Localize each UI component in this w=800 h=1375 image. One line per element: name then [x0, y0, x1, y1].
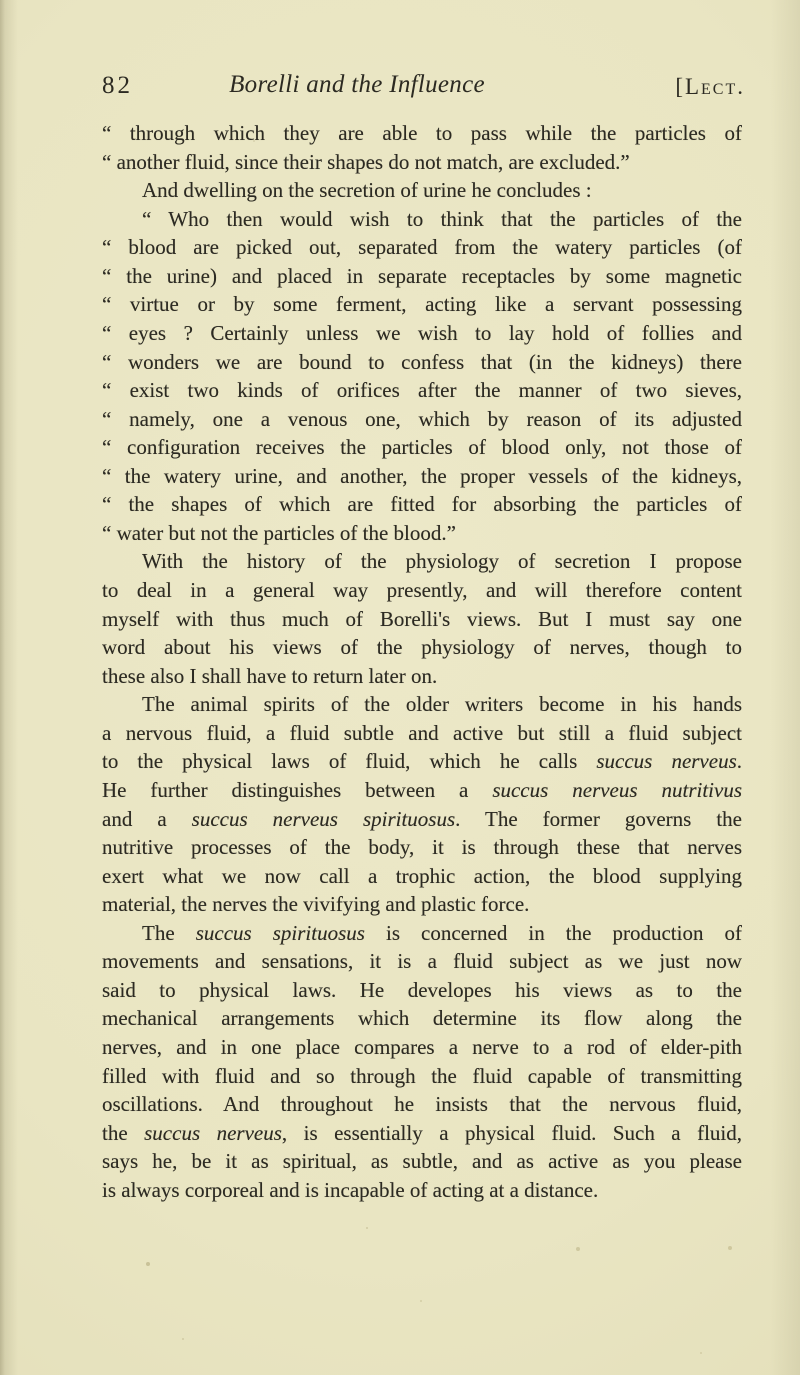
text-segment: the [102, 1120, 145, 1145]
text-segment: “ Who then would wish to think that the particles of the [142, 206, 742, 231]
text-line [102, 919, 742, 948]
text-segment: And dwelling on the secretion of urine he concludes : [142, 178, 592, 203]
text-segment: “ exist two kinds of orifices after the manner of two sieves, [102, 378, 742, 403]
text-line [102, 1090, 742, 1119]
lecture-reference: [Lect. [675, 74, 745, 99]
text-segment: is always corporeal and is incapable of acting at a distance. [102, 1177, 599, 1202]
text-line [102, 1004, 742, 1033]
text-segment: mechanical arrangements which determine its flow along the [102, 1006, 742, 1031]
text-line [102, 947, 742, 976]
text-line [102, 319, 742, 348]
text-segment: myself with thus much of Borelli's views. But I must say one [102, 606, 742, 631]
text-segment: “ water but not the particles of the blood.” [102, 520, 456, 545]
paragraph-secretion-history-paragraph [102, 547, 742, 690]
text-segment: With the history of the physiology of secretion I propose [142, 549, 742, 574]
text-segment: nerves, and in one place compares a nerve to a rod of elder-pith [102, 1035, 742, 1059]
text-segment: exert what we now call a trophic action, the blood supplying [102, 863, 742, 888]
text-line [102, 490, 742, 519]
running-title: Borelli and the Influence [229, 71, 485, 98]
text-line [102, 805, 742, 834]
text-segment: . [736, 749, 742, 774]
text-line [102, 1033, 742, 1062]
text-line [102, 148, 742, 177]
text-segment: material, the nerves the vivifying and plastic force. [102, 892, 530, 917]
text-line [102, 176, 742, 205]
text-segment: “ virtue or by some ferment, acting like a servant possessing [102, 292, 742, 317]
text-line [102, 233, 742, 262]
text-segment: “ the urine) and placed in separate receptacles by some magnetic [102, 263, 742, 288]
text-line [102, 205, 742, 234]
text-segment: and a [102, 806, 192, 831]
text-line [102, 776, 742, 805]
text-line [102, 862, 742, 891]
text-line [102, 833, 742, 862]
text-line [102, 890, 742, 919]
text-segment: movements and sensations, it is a fluid subject as we just now [102, 949, 742, 974]
text-line [102, 462, 742, 491]
text-line [102, 747, 742, 776]
text-line [102, 405, 742, 434]
text-line [102, 433, 742, 462]
text-segment: . The former governs the [455, 806, 742, 831]
text-segment: “ configuration receives the particles of blood only, not those of [102, 435, 742, 460]
text-segment: nutritive processes of the body, it is through these that nerves [102, 835, 742, 860]
paragraph-kidney-sieve-quotation [102, 205, 742, 548]
text-segment: , is essentially a physical fluid. Such a fluid, [281, 1120, 742, 1145]
text-segment: word about his views of the physiology of nerves, though to [102, 635, 742, 660]
text-segment: to deal in a general way presently, and will therefore content [102, 578, 742, 602]
latin-term: succus nerveus nutritivus [492, 777, 742, 802]
text-line [102, 119, 742, 148]
text-line [102, 633, 742, 662]
text-segment: filled with fluid and so through the fluid capable of transmitting [102, 1063, 742, 1088]
latin-term: succus nerveus [144, 1120, 282, 1145]
latin-term: succus nerveus [596, 749, 737, 774]
paragraph-succus-spirituosus-paragraph [102, 919, 742, 1205]
latin-term: succus nerveus spirituosus [191, 806, 456, 831]
paper-texture [0, 0, 2, 2]
latin-term: succus spirituosus [195, 920, 365, 945]
text-segment: oscillations. And throughout he insists that the nervous fluid, [102, 1092, 742, 1117]
paragraph-transition-line [102, 176, 742, 205]
text-segment: He further distinguishes between a [102, 777, 493, 802]
text-line [102, 547, 742, 576]
text-segment: said to physical laws. He developes his views as to the [102, 977, 742, 1002]
paragraph-opening-quote-continuation [102, 119, 742, 176]
text-segment: “ blood are picked out, separated from the watery particles (of [102, 235, 742, 260]
text-line [102, 605, 742, 634]
text-line [102, 719, 742, 748]
text-line [102, 690, 742, 719]
text-segment: “ eyes ? Certainly unless we wish to lay hold of follies and [102, 320, 742, 345]
text-segment: “ wonders we are bound to confess that (in the kidneys) there [102, 349, 742, 374]
text-line [102, 1176, 742, 1205]
text-line [102, 662, 742, 691]
text-line [102, 1147, 742, 1176]
paragraph-animal-spirits-paragraph [102, 690, 742, 919]
text-segment: a nervous fluid, a fluid subtle and active but still a fluid subject [102, 720, 742, 745]
text-line [102, 290, 742, 319]
text-segment: “ through which they are able to pass while the particles of [102, 121, 742, 145]
page-text [102, 119, 742, 1204]
text-segment: says he, be it as spiritual, as subtle, and as active as you please [102, 1149, 742, 1174]
text-segment: these also I shall have to return later on. [102, 663, 438, 688]
text-line [102, 1062, 742, 1091]
text-segment: The animal spirits of the older writers become in his hands [142, 692, 742, 717]
text-line [102, 376, 742, 405]
text-segment: is concerned in the production of [364, 920, 742, 945]
text-line [102, 1119, 742, 1148]
text-line [102, 576, 742, 605]
text-segment: The [142, 920, 196, 945]
text-segment: “ the watery urine, and another, the proper vessels of the kidneys, [102, 463, 742, 488]
text-line [102, 348, 742, 377]
text-line [102, 976, 742, 1005]
text-segment: to the physical laws of fluid, which he calls [102, 749, 597, 774]
text-line [102, 262, 742, 291]
text-segment: “ namely, one a venous one, which by reason of its adjusted [102, 406, 742, 431]
text-segment: “ another fluid, since their shapes do not match, are excluded.” [102, 149, 630, 174]
page-number: 82 [102, 72, 133, 99]
text-line [102, 519, 742, 548]
text-segment: “ the shapes of which are fitted for absorbing the particles of [102, 492, 742, 517]
